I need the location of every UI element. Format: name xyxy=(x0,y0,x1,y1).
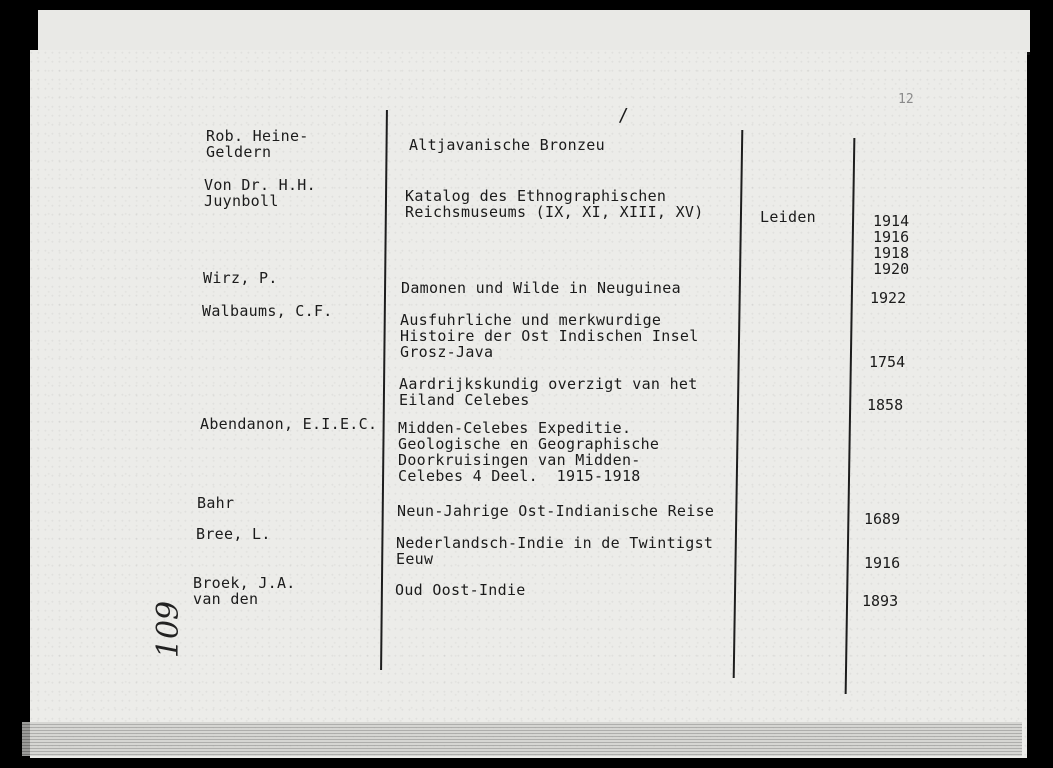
entry-title: Ausfuhrliche und merkwurdige Histoire der Ost Indischen Insel Grosz-Java xyxy=(400,311,699,361)
entry-author: Rob. Heine- Geldern xyxy=(206,127,309,161)
entry-title: Midden-Celebes Expeditie. Geologische en Geographische Doorkruisingen van Midden- Celebes 4 Deel. 1915-1918 xyxy=(398,419,660,485)
entry-title: Altjavanische Bronzeu xyxy=(409,136,605,154)
entry-title: Oud Oost-Indie xyxy=(395,581,526,599)
entry-author: Abendanon, E.I.E.C. xyxy=(200,415,378,433)
entry-years: 1689 xyxy=(864,510,901,528)
entry-author: Von Dr. H.H. Juynboll xyxy=(204,176,316,210)
entry-years: 1914 1916 1918 1920 xyxy=(873,212,910,278)
entry-title: Damonen und Wilde in Neuguinea xyxy=(401,279,681,297)
card-stack-edge xyxy=(22,722,1022,756)
entry-years: 1893 xyxy=(862,592,899,610)
handwritten-folio-number: 109 xyxy=(151,600,187,659)
entry-title: Katalog des Ethnographischen Reichsmuseums (IX, XI, XIII, XV) xyxy=(405,187,704,221)
entry-years: 1922 xyxy=(870,289,907,307)
entry-years: 1754 xyxy=(869,353,906,371)
entry-author: Broek, J.A. van den xyxy=(193,574,296,608)
entry-years: 1858 xyxy=(867,396,904,414)
entry-author: Bree, L. xyxy=(196,525,271,543)
pencil-mark: / xyxy=(618,105,630,126)
previous-page-edge xyxy=(38,10,1030,55)
entry-place: Leiden xyxy=(760,208,816,226)
entry-author: Walbaums, C.F. xyxy=(202,302,333,320)
entry-author: Bahr xyxy=(197,494,235,512)
page-number: 12 xyxy=(898,92,914,107)
entry-title: Aardrijkskundig overzigt van het Eiland Celebes xyxy=(399,375,698,409)
entry-author: Wirz, P. xyxy=(203,269,278,287)
entry-years: 1916 xyxy=(864,554,901,572)
entry-title: Nederlandsch-Indie in de Twintigst Eeuw xyxy=(396,534,714,568)
entry-title: Neun-Jahrige Ost-Indianische Reise xyxy=(397,502,715,520)
